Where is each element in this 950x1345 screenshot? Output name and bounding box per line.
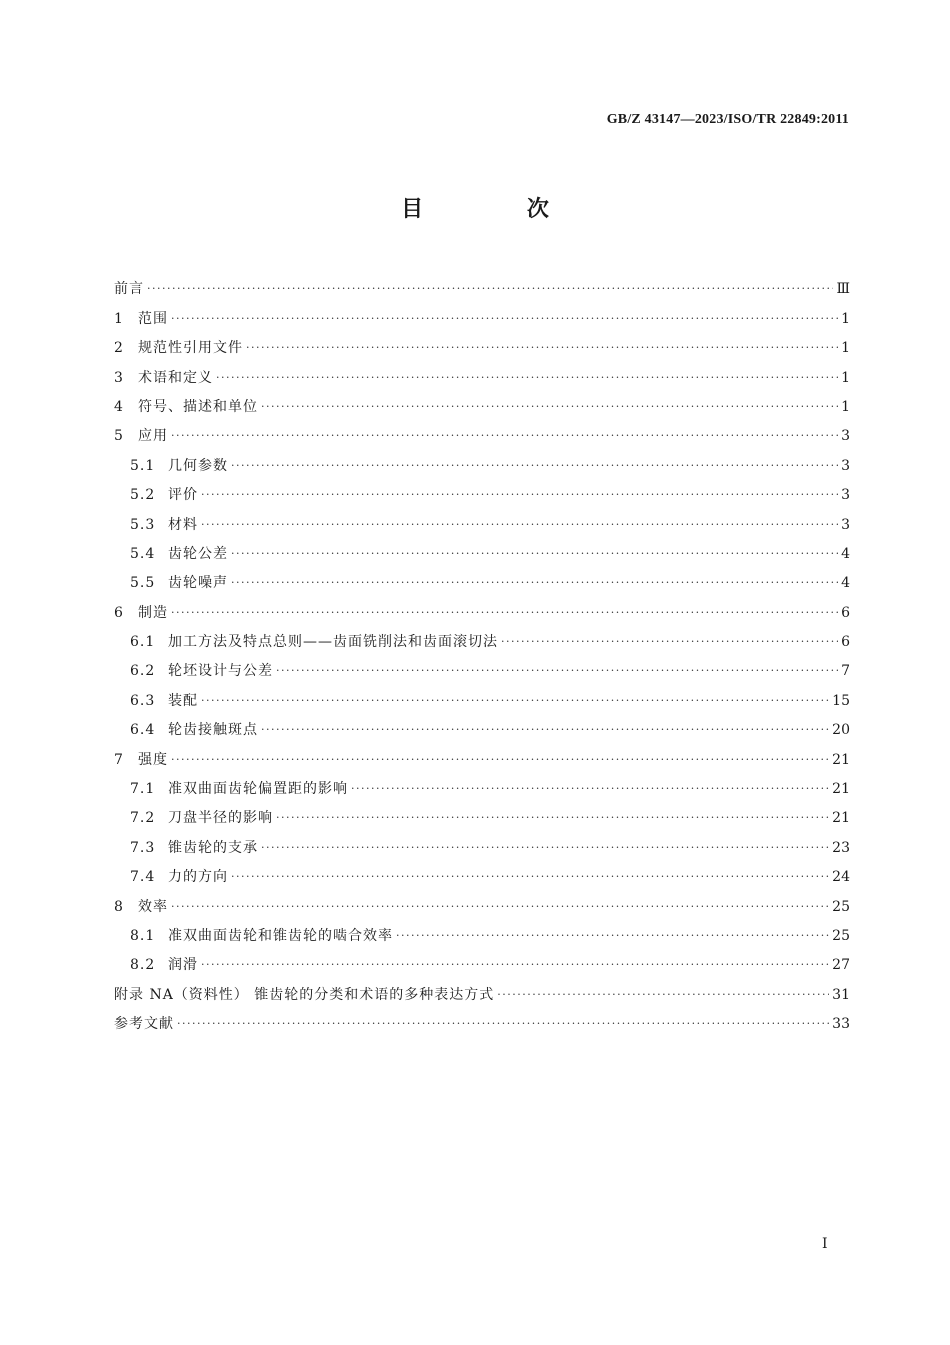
toc-leader-dots [276,808,829,828]
toc-entry[interactable] [114,417,850,446]
toc-entry-number: 6.2 [130,663,156,680]
toc-leader-dots [201,955,829,975]
toc-leader-dots [246,338,838,358]
toc-leader-dots [201,691,829,711]
toc-entry-page: Ⅲ [836,281,850,298]
toc-leader-dots [231,867,829,887]
toc-leader-dots [171,426,838,446]
toc-entry[interactable] [114,535,850,564]
toc-entry[interactable] [114,740,850,769]
toc-entry-number: 5.2 [130,487,156,504]
toc-entry[interactable] [114,946,850,975]
toc-leader-dots [261,838,829,858]
toc-entry[interactable] [114,858,850,887]
toc-entry-number: 5 [114,428,124,445]
toc-entry-page: 25 [832,927,850,944]
toc-entry-label: 齿轮公差 [168,545,228,562]
toc-entry-page: 31 [832,986,850,1003]
toc-entry-page: 4 [841,545,850,562]
toc-leader-dots [147,279,833,299]
toc-leader-dots [231,544,838,564]
toc-entry-number: 4 [114,398,124,415]
toc-leader-dots [171,309,838,329]
toc-entry-number: 6.3 [130,692,156,709]
toc-leader-dots [201,515,838,535]
toc-leader-dots [177,1014,829,1034]
toc-entry-label: 齿轮噪声 [168,575,228,592]
toc-entry-page: 1 [841,369,850,386]
toc-entry-number: 6.1 [130,634,156,651]
toc-entry[interactable] [114,505,850,534]
toc-entry-label: 术语和定义 [138,369,213,386]
toc-entry[interactable] [114,917,850,946]
toc-entry[interactable] [114,770,850,799]
toc-entry-page: 21 [832,810,850,827]
toc-entry-page: 23 [832,839,850,856]
toc-entry-label: 刀盘半径的影响 [168,810,273,827]
toc-entry-number: 7.2 [130,810,156,827]
toc-entry-number: 3 [114,369,124,386]
toc-entry-label: 轮坯设计与公差 [168,663,273,680]
toc-leader-dots [501,632,838,652]
toc-entry-label: 几何参数 [168,457,228,474]
toc-entry-number: 7.3 [130,839,156,856]
toc-entry[interactable] [114,476,850,505]
toc-leader-dots [216,368,838,388]
toc-entry-label: 加工方法及特点总则——齿面铣削法和齿面滚切法 [168,634,498,651]
toc-entry[interactable] [114,358,850,387]
toc-entry[interactable] [114,446,850,475]
toc-entry-page: 21 [832,781,850,798]
toc-entry-number: 6 [114,604,124,621]
toc-entry-page: 6 [841,634,850,651]
toc-entry-label: 润滑 [168,957,198,974]
toc-entry-page: 1 [841,398,850,415]
toc-entry-number: 5.5 [130,575,156,592]
toc-entry-label: 准双曲面齿轮和锥齿轮的啮合效率 [168,927,393,944]
toc-entry[interactable] [114,270,850,299]
toc-entry-page: 25 [832,898,850,915]
toc-leader-dots [351,779,829,799]
toc-entry-number: 5.4 [130,545,156,562]
toc-leader-dots [276,661,838,681]
toc-entry[interactable] [114,652,850,681]
toc-leader-dots [231,456,838,476]
standard-number-header: GB/Z 43147—2023/ISO/TR 22849:2011 [606,112,849,127]
toc-entry[interactable] [114,388,850,417]
toc-entry[interactable] [114,711,850,740]
toc-title: 目 次 [401,196,597,222]
toc-entry-page: 6 [841,604,850,621]
toc-entry[interactable] [114,623,850,652]
toc-entry-number: 7 [114,751,124,768]
toc-leader-dots [201,485,838,505]
toc-leader-dots [497,985,829,1005]
toc-entry[interactable] [114,975,850,1004]
toc-entry[interactable] [114,1005,850,1034]
toc-leader-dots [171,750,829,770]
toc-entry-page: 7 [841,663,850,680]
toc-entry-label: 参考文献 [114,1016,174,1033]
toc-entry-page: 3 [841,487,850,504]
toc-leader-dots [396,926,829,946]
toc-entry-number: 8.2 [130,957,156,974]
page-folio: I [822,1236,828,1252]
toc-entry-number: 2 [114,340,124,357]
toc-entry-label: 强度 [138,751,168,768]
toc-leader-dots [261,397,838,417]
toc-entry[interactable] [114,828,850,857]
toc-entry-page: 21 [832,751,850,768]
toc-entry[interactable] [114,299,850,328]
toc-leader-dots [171,897,829,917]
toc-entry-label: 附录 NA（资料性） 锥齿轮的分类和术语的多种表达方式 [114,986,495,1003]
toc-entry-label: 轮齿接触斑点 [168,722,258,739]
toc-entry-page: 3 [841,428,850,445]
toc-entry-label: 力的方向 [168,869,228,886]
toc-entry-label: 范围 [138,310,168,327]
toc-entry-number: 8.1 [130,927,156,944]
toc-entry[interactable] [114,329,850,358]
toc-entry-label: 规范性引用文件 [138,340,243,357]
toc-entry[interactable] [114,564,850,593]
toc-entry-number: 7.4 [130,869,156,886]
toc-entry-label: 材料 [168,516,198,533]
toc-entry-page: 1 [841,340,850,357]
toc-entry-page: 24 [832,869,850,886]
toc-leader-dots [261,720,829,740]
toc-entry-label: 符号、描述和单位 [138,398,258,415]
toc-entry[interactable] [114,593,850,622]
toc-entry[interactable] [114,799,850,828]
toc-entry-number: 5.3 [130,516,156,533]
toc-entry-page: 3 [841,516,850,533]
toc-entry-number: 6.4 [130,722,156,739]
toc-entry-label: 装配 [168,692,198,709]
toc-entry-page: 1 [841,310,850,327]
toc-entry-page: 4 [841,575,850,592]
toc-entry-page: 20 [832,722,850,739]
toc-entry[interactable] [114,887,850,916]
toc-entry-page: 3 [841,457,850,474]
toc-entry-label: 制造 [138,604,168,621]
toc-entry-page: 27 [832,957,850,974]
toc-entry-page: 33 [832,1016,850,1033]
toc-entry-label: 准双曲面齿轮偏置距的影响 [168,781,348,798]
toc-entry-label: 前言 [114,281,144,298]
toc-entry-label: 锥齿轮的支承 [168,839,258,856]
toc-entry-label: 评价 [168,487,198,504]
toc-entry-number: 8 [114,898,124,915]
table-of-contents [114,270,850,1034]
toc-entry[interactable] [114,681,850,710]
toc-entry-number: 1 [114,310,124,327]
toc-entry-label: 效率 [138,898,168,915]
toc-entry-page: 15 [832,692,850,709]
toc-leader-dots [231,573,838,593]
toc-entry-number: 7.1 [130,781,156,798]
toc-leader-dots [171,603,838,623]
toc-entry-label: 应用 [138,428,168,445]
toc-entry-number: 5.1 [130,457,156,474]
